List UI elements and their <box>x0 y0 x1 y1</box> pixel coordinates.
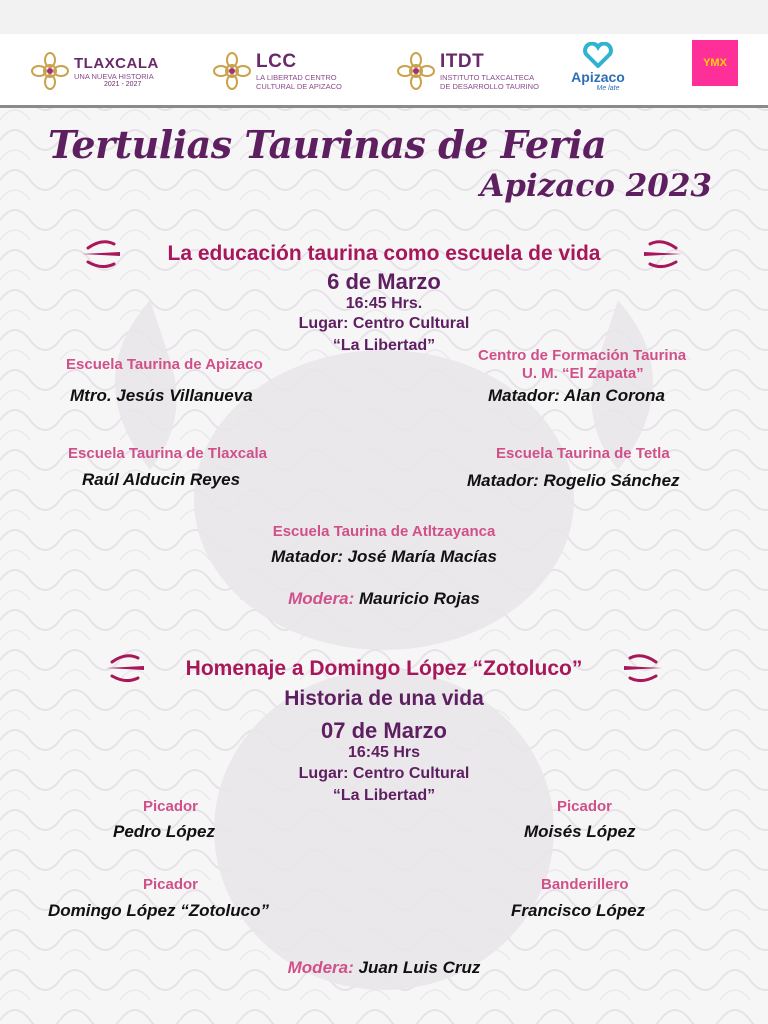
event1-org-atltzayanca: Escuela Taurina de Atltzayanca <box>272 523 496 540</box>
event1-place-line1: Lugar: Centro Cultural <box>298 315 470 332</box>
event2-time: 16:45 Hrs <box>347 744 421 761</box>
event1-date: 6 de Marzo <box>327 269 441 294</box>
tlaxcala-years: 2021 - 2027 <box>104 80 142 88</box>
title-line2: Apizaco 2023 <box>480 168 712 204</box>
event1-moderator-line <box>0 589 768 609</box>
event1-person-sanchez: Matador: Rogelio Sánchez <box>467 471 680 490</box>
title-line1: Tertulias Taurinas de Feria <box>48 122 607 167</box>
event2-person-moises: Moisés López <box>524 822 636 841</box>
event1-person-corona: Matador: Alan Corona <box>488 386 665 405</box>
lcc-sub2: CULTURAL DE APIZACO <box>256 82 342 91</box>
event2-role-picador-3: Picador <box>143 876 199 893</box>
event1-place-line2: “La Libertad” <box>332 337 436 354</box>
apizaco-tag: Me late <box>596 85 620 92</box>
apizaco-name: Apizaco <box>571 69 625 85</box>
ymx-text: YMX <box>703 57 727 69</box>
lcc-sub1: LA LIBERTAD CENTRO <box>256 73 337 82</box>
event1-org-zapata-line1: Centro de Formación Taurina <box>478 347 687 364</box>
event1-moderator-label: Modera: <box>288 589 355 608</box>
event1-time: 16:45 Hrs. <box>345 295 423 312</box>
lcc-name: LCC <box>256 51 297 72</box>
event1-moderator-name: Mauricio Rojas <box>358 589 480 608</box>
event2-date: 07 de Marzo <box>321 718 447 743</box>
event2-role-picador-1: Picador <box>143 798 199 815</box>
event2-place-line1: Lugar: Centro Cultural <box>298 765 470 782</box>
event2-role-banderillero: Banderillero <box>541 876 629 893</box>
tlaxcala-sub: UNA NUEVA HISTORIA <box>74 71 154 81</box>
event2-person-francisco: Francisco López <box>511 901 646 920</box>
itdt-name: ITDT <box>440 51 485 72</box>
event2-place-line2: “La Libertad” <box>332 787 436 804</box>
event2-role-picador-2: Picador <box>557 798 613 815</box>
event2-subheading: Historia de una vida <box>284 687 484 710</box>
event1-person-villanueva: Mtro. Jesús Villanueva <box>70 386 253 405</box>
itdt-sub1: INSTITUTO TLAXCALTECA <box>440 73 535 82</box>
event1-org-tlaxcala: Escuela Taurina de Tlaxcala <box>68 445 267 462</box>
event1-person-macias: Matador: José María Macías <box>271 547 497 566</box>
event2-moderator-label: Modera: <box>287 958 354 977</box>
event2-moderator-name: Juan Luis Cruz <box>358 958 481 977</box>
event1-org-apizaco: Escuela Taurina de Apizaco <box>66 356 263 373</box>
event1-org-tetla: Escuela Taurina de Tetla <box>496 445 670 462</box>
event2-person-pedro: Pedro López <box>113 822 216 841</box>
event1-org-zapata-line2: U. M. “El Zapata” <box>522 365 644 382</box>
event2-person-domingo: Domingo López “Zotoluco” <box>48 901 269 920</box>
event1-heading: La educación taurina como escuela de vida <box>167 242 601 265</box>
event2-moderator-line <box>0 958 768 978</box>
tlaxcala-name: TLAXCALA <box>74 54 159 72</box>
itdt-sub2: DE DESARROLLO TAURINO <box>440 82 539 91</box>
event1-person-alducin: Raúl Alducin Reyes <box>82 470 241 489</box>
event2-heading: Homenaje a Domingo López “Zotoluco” <box>185 657 583 680</box>
